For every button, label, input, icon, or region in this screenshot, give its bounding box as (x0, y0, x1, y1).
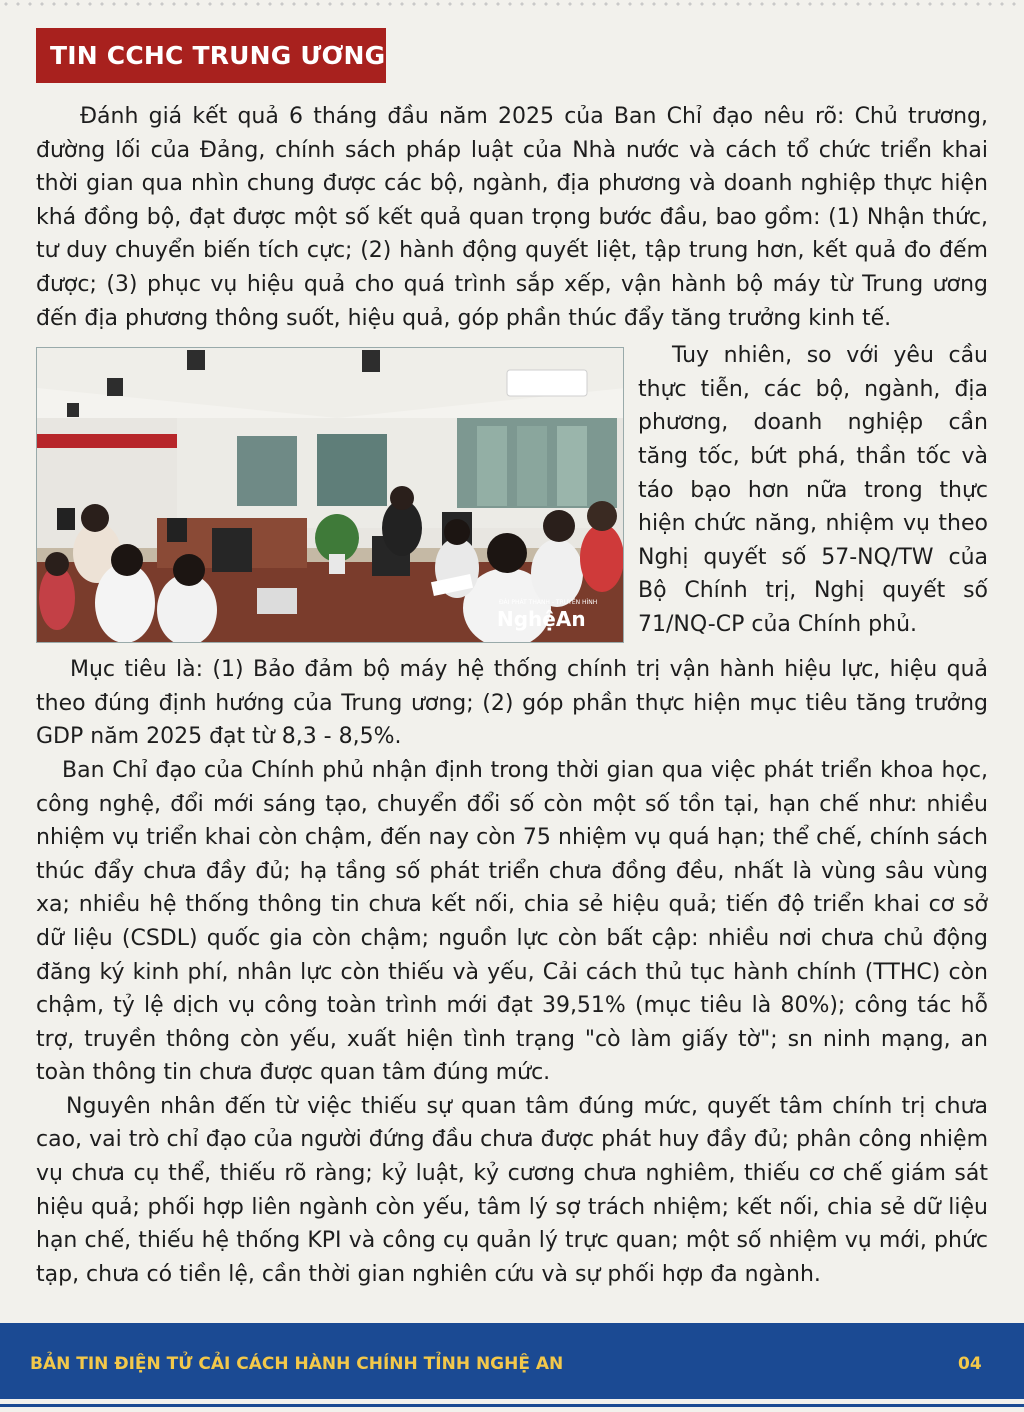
watermark-small: ĐÀI PHÁT THANH - TRUYỀN HÌNH (499, 599, 598, 607)
paragraph-3: Mục tiêu là: (1) Bảo đảm bộ máy hệ thống chính trị vận hành hiệu lực, hiệu quả theo đúng định hướng của Trung ương; (2) góp phần thực hiện mục tiêu tăng trưởng GDP năm 2025 đạt từ 8,3 - 8,5%. (36, 657, 988, 750)
top-dotted-border (0, 0, 1024, 8)
paragraph-2: Tuy nhiên, so với yêu cầu thực tiễn, các bộ, ngành, địa phương, doanh nghiệp cần tăng tốc, bứt phá, thần tốc và táo bạo hơn nữa trong thực hiện chức năng, nhiệm vụ theo Nghị quyết số 57-NQ/TW của Bộ Chính trị, Nghị quyết số 71/NQ-CP của Chính phủ. (638, 343, 988, 637)
article-body (36, 100, 988, 1291)
paragraph-1: Đánh giá kết quả 6 tháng đầu năm 2025 của Ban Chỉ đạo nêu rõ: Chủ trương, đường lối của Đảng, chính sách pháp luật của Nhà nước và cách tổ chức triển khai thời gian qua nhìn chung được các bộ, ngành, địa phương và doanh nghiệp thực hiện khá đồng bộ, đạt được một số kết quả quan trọng bước đầu, bao gồm: (1) Nhận thức, tư duy chuyển biến tích cực; (2) hành động quyết liệt, tập trung hơn, kết quả đo đếm được; (3) phục vụ hiệu quả cho quá trình sắp xếp, vận hành bộ máy từ Trung ương đến địa phương thông suốt, hiệu quả, góp phần thúc đẩy tăng trưởng kinh tế. (36, 104, 988, 331)
page-number: 04 (958, 1354, 982, 1374)
banner-red (37, 434, 177, 448)
watermark-logo: NghệAn (497, 607, 586, 632)
section-title: TIN CCHC TRUNG ƯƠNG (36, 28, 386, 83)
article-photo (36, 347, 624, 643)
bottom-strip (0, 1399, 1024, 1412)
paragraph-5: Nguyên nhân đến từ việc thiếu sự quan tâm đúng mức, quyết tâm chính trị chưa cao, vai trò chỉ đạo của người đứng đầu chưa được phát huy đầy đủ; phân công nhiệm vụ chưa cụ thể, thiếu rõ ràng; kỷ luật, kỷ cương chưa nghiêm, thiếu cơ chế giám sát hiệu quả; phối hợp liên ngành còn yếu, tâm lý sợ trách nhiệm; kết nối, chia sẻ dữ liệu hạn chế, thiếu hệ thống KPI và công cụ quản lý trực quan; một số nhiệm vụ mới, phức tạp, chưa có tiền lệ, cần thời gian nghiên cứu và sự phối hợp đa ngành. (36, 1093, 988, 1287)
footer-title: BẢN TIN ĐIỆN TỬ CẢI CÁCH HÀNH CHÍNH TỈNH NGHỆ AN (30, 1354, 564, 1374)
paragraph-4: Ban Chỉ đạo của Chính phủ nhận định trong thời gian qua việc phát triển khoa học, công nghệ, đổi mới sáng tạo, chuyển đổi số còn một số tồn tại, hạn chế như: nhiều nhiệm vụ triển khai còn chậm, đến nay còn 75 nhiệm vụ quá hạn; thể chế, chính sách thúc đẩy chưa đầy đủ; hạ tầng số phát triển chưa đồng đều, nhất là vùng sâu vùng xa; nhiều hệ thống thông tin chưa kết nối, chia sẻ hiệu quả; tiến độ triển khai cơ sở dữ liệu (CSDL) quốc gia còn chậm; nguồn lực còn bất cập: nhiều nơi chưa chủ động đăng ký kinh phí, nhân lực còn thiếu và yếu, Cải cách thủ tục hành chính (TTHC) còn chậm, tỷ lệ dịch vụ công toàn trình mới đạt 39,51% (mục tiêu là 80%); công tác hỗ trợ, truyền thông còn yếu, xuất hiện tình trạng "cò làm giấy tờ"; sn ninh mạng, an toàn thông tin chưa được quan tâm đúng mức. (36, 757, 988, 1086)
